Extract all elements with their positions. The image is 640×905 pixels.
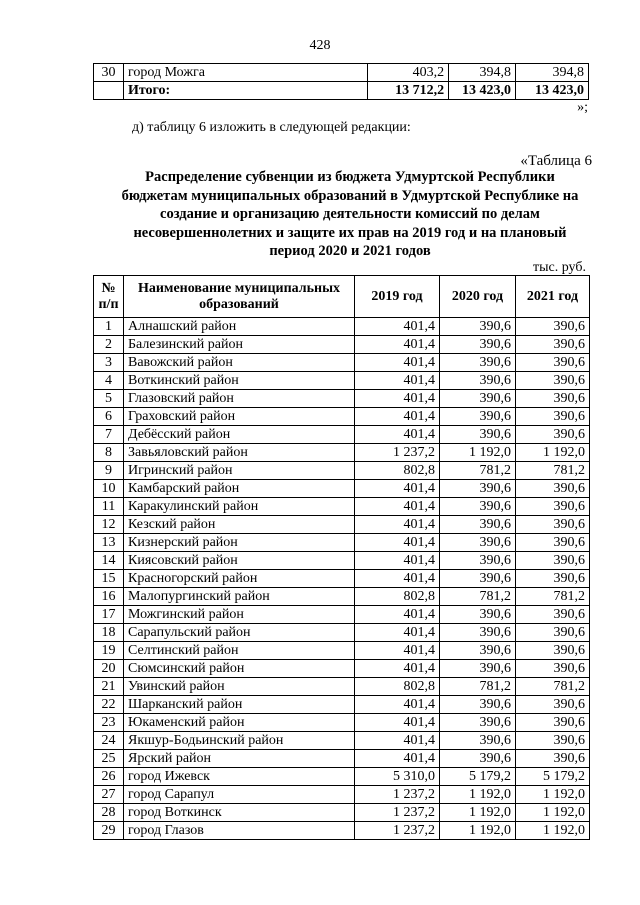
value-2021: 781,2 [516,588,590,606]
value-2019: 401,4 [355,480,440,498]
row-name: город Воткинск [124,804,355,822]
total-label: Итого: [123,82,367,100]
table-row [94,696,590,714]
row-number: 29 [94,822,124,840]
row-name: город Глазов [124,822,355,840]
row-number: 19 [94,642,124,660]
title-line: период 2020 и 2021 годов [269,243,431,259]
total-row [94,82,589,100]
table-row [94,552,590,570]
value-2021: 390,6 [516,696,590,714]
value-2019: 1 237,2 [355,804,440,822]
row-name: Шарканский район [124,696,355,714]
instruction-text: д) таблицу 6 изложить в следующей редакции: [132,120,411,135]
value-2021: 1 192,0 [516,804,590,822]
unit-label: тыс. руб. [533,260,586,275]
value-2020: 390,6 [440,480,516,498]
row-number: 23 [94,714,124,732]
value-2019: 401,4 [355,426,440,444]
value-2021: 781,2 [516,462,590,480]
value-2021: 390,6 [516,498,590,516]
value-2020: 390,6 [440,534,516,552]
row-number: 13 [94,534,124,552]
title-line: несовершеннолетних и защите их прав на 2019 год и на плановый [133,224,567,241]
table-row [94,660,590,678]
value-2019: 1 237,2 [355,444,440,462]
value-2020: 390,6 [440,606,516,624]
value-2020: 5 179,2 [440,768,516,786]
row-number: 2 [94,336,124,354]
value-2019: 401,4 [355,408,440,426]
row-number: 28 [94,804,124,822]
value-2021: 390,6 [516,372,590,390]
row-name: Игринский район [124,462,355,480]
closing-quote: »; [577,100,588,115]
row-name: Вавожский район [124,354,355,372]
value-2021: 390,6 [516,390,590,408]
row-number: 17 [94,606,124,624]
table-row [94,750,590,768]
value-2020: 781,2 [440,678,516,696]
table-row [94,786,590,804]
row-number: 25 [94,750,124,768]
row-number: 4 [94,372,124,390]
title-line: Распределение субвенции из бюджета Удмуртской Республики [145,169,555,185]
value-2021: 390,6 [516,516,590,534]
total-2020: 13 423,0 [449,82,516,100]
value-2020: 390,6 [440,354,516,372]
value-2019: 401,4 [355,318,440,336]
value-2021: 1 192,0 [516,822,590,840]
table-row [94,390,590,408]
row-name: Воткинский район [124,372,355,390]
previous-table-fragment [93,63,589,100]
total-2021: 13 423,0 [516,82,589,100]
row-name: Камбарский район [124,480,355,498]
row-name: Малопургинский район [124,588,355,606]
row-name: Балезинский район [124,336,355,354]
table-row [94,498,590,516]
value-2020: 781,2 [440,462,516,480]
value-2021: 390,6 [516,426,590,444]
row-number: 10 [94,480,124,498]
table-row [94,624,590,642]
value-2020: 390,6 [440,318,516,336]
row-number: 16 [94,588,124,606]
table-row [94,822,590,840]
value-2020: 390,6 [440,498,516,516]
value-2019: 401,4 [355,606,440,624]
value-2019: 401,4 [355,750,440,768]
value-2019: 401,4 [355,642,440,660]
header-row [94,276,590,318]
row-name: Селтинский район [124,642,355,660]
title-line: бюджетам муниципальных образований в Удмуртской Республике на [121,187,579,204]
row-number: 20 [94,660,124,678]
row-number: 22 [94,696,124,714]
table-row [94,642,590,660]
value-2020: 1 192,0 [440,786,516,804]
value-2019: 401,4 [355,732,440,750]
value-2020: 1 192,0 [440,822,516,840]
row-name: Ярский район [124,750,355,768]
total-2019: 13 712,2 [368,82,449,100]
value-2021: 390,6 [516,552,590,570]
value-2019: 1 237,2 [355,822,440,840]
page-number: 428 [309,38,331,53]
row-number: 21 [94,678,124,696]
value-2020: 390,6 [440,624,516,642]
value-2019: 1 237,2 [355,786,440,804]
value-2019: 401,4 [355,390,440,408]
value-2021: 5 179,2 [516,768,590,786]
table-row [94,606,590,624]
value-2019: 401,4 [355,570,440,588]
value-2021: 390,6 [516,534,590,552]
row-name: Сюмсинский район [124,660,355,678]
value-2020: 390,6 [440,714,516,732]
value-2020: 390,6 [440,732,516,750]
row-number: 5 [94,390,124,408]
value-2019: 401,4 [355,696,440,714]
table-row [94,444,590,462]
value-2019: 401,4 [355,624,440,642]
header-2019: 2019 год [355,276,440,318]
row-name: Юкаменский район [124,714,355,732]
value-2019: 802,8 [355,678,440,696]
row-number: 18 [94,624,124,642]
value-2021: 390,6 [516,354,590,372]
subvention-table [93,275,590,840]
value-2021: 390,6 [516,732,590,750]
row-number: 15 [94,570,124,588]
row-name: Якшур-Бодьинский район [124,732,355,750]
row-number: 11 [94,498,124,516]
header-2020: 2020 год [440,276,516,318]
row-number: 26 [94,768,124,786]
value-2021: 394,8 [516,64,589,82]
value-2019: 401,4 [355,354,440,372]
row-name: Глазовский район [124,390,355,408]
value-2019: 401,4 [355,516,440,534]
row-number: 7 [94,426,124,444]
row-number: 1 [94,318,124,336]
value-2021: 390,6 [516,570,590,588]
value-2020: 390,6 [440,336,516,354]
value-2020: 390,6 [440,570,516,588]
table-row [94,678,590,696]
value-2020: 390,6 [440,642,516,660]
value-2020: 394,8 [449,64,516,82]
table-row [94,462,590,480]
value-2021: 1 192,0 [516,444,590,462]
row-number: 12 [94,516,124,534]
header-2021: 2021 год [516,276,590,318]
value-2021: 390,6 [516,408,590,426]
row-name: Алнашский район [124,318,355,336]
value-2021: 390,6 [516,606,590,624]
table-row [94,408,590,426]
row-number: 14 [94,552,124,570]
table-row [94,354,590,372]
value-2019: 401,4 [355,714,440,732]
row-name: Дебёсский район [124,426,355,444]
table-row [94,426,590,444]
value-2021: 390,6 [516,480,590,498]
value-2020: 390,6 [440,372,516,390]
value-2021: 390,6 [516,318,590,336]
value-2019: 5 310,0 [355,768,440,786]
value-2019: 401,4 [355,336,440,354]
row-name: Кизнерский район [124,534,355,552]
value-2020: 390,6 [440,390,516,408]
value-2020: 390,6 [440,696,516,714]
table-row [94,570,590,588]
table-row [94,336,590,354]
value-2019: 802,8 [355,462,440,480]
table-row [94,318,590,336]
table-row [94,64,589,82]
value-2019: 401,4 [355,372,440,390]
value-2020: 1 192,0 [440,804,516,822]
row-name: Красногорский район [124,570,355,588]
value-2021: 781,2 [516,678,590,696]
table-row [94,534,590,552]
value-2019: 403,2 [368,64,449,82]
header-name: Наименование муниципальных образований [124,276,355,318]
table-row [94,714,590,732]
value-2020: 390,6 [440,516,516,534]
value-2021: 390,6 [516,750,590,768]
row-name: Кезский район [124,516,355,534]
value-2020: 390,6 [440,426,516,444]
row-number: 8 [94,444,124,462]
value-2020: 781,2 [440,588,516,606]
value-2019: 401,4 [355,552,440,570]
value-2021: 1 192,0 [516,786,590,804]
value-2021: 390,6 [516,336,590,354]
value-2021: 390,6 [516,660,590,678]
table-reference: «Таблица 6 [520,153,592,169]
table-row [94,372,590,390]
header-number: № п/п [94,276,124,318]
value-2020: 390,6 [440,552,516,570]
value-2019: 401,4 [355,660,440,678]
row-number: 6 [94,408,124,426]
value-2019: 401,4 [355,498,440,516]
value-2020: 390,6 [440,660,516,678]
table-row [94,516,590,534]
value-2020: 390,6 [440,408,516,426]
row-name: Каракулинский район [124,498,355,516]
table-row [94,480,590,498]
total-empty-cell [94,82,124,100]
table-row [94,804,590,822]
row-number: 27 [94,786,124,804]
row-name: город Ижевск [124,768,355,786]
row-number: 3 [94,354,124,372]
table-row [94,588,590,606]
row-name: Киясовский район [124,552,355,570]
row-name: Увинский район [124,678,355,696]
row-name: Сарапульский район [124,624,355,642]
row-name: город Можга [123,64,367,82]
value-2021: 390,6 [516,714,590,732]
row-number: 30 [94,64,124,82]
value-2020: 390,6 [440,750,516,768]
row-number: 9 [94,462,124,480]
title-line: создание и организацию деятельности комиссий по делам [160,206,540,222]
value-2021: 390,6 [516,642,590,660]
table-title [90,168,610,261]
value-2020: 1 192,0 [440,444,516,462]
row-name: Можгинский район [124,606,355,624]
row-name: город Сарапул [124,786,355,804]
row-name: Граховский район [124,408,355,426]
row-number: 24 [94,732,124,750]
value-2019: 802,8 [355,588,440,606]
value-2019: 401,4 [355,534,440,552]
table-row [94,732,590,750]
value-2021: 390,6 [516,624,590,642]
row-name: Завьяловский район [124,444,355,462]
table-row [94,768,590,786]
